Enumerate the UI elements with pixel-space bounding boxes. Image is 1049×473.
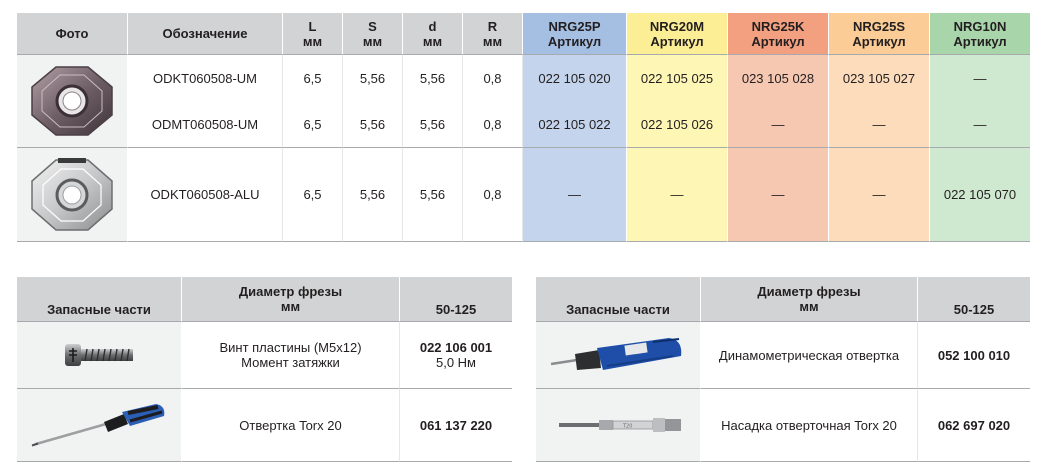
table-row (17, 101, 1030, 147)
spare-code-cell (400, 321, 512, 388)
header-diameter: Диаметр фрезы мм (182, 277, 400, 321)
table-row (17, 321, 512, 388)
insert-photo-alu (17, 147, 128, 242)
S-cell: 5,56 (343, 54, 403, 101)
R-cell: 0,8 (463, 101, 523, 147)
code-m: 022 105 026 (627, 101, 728, 147)
header-spare-parts: Запасные части (17, 277, 182, 321)
table-header-row (536, 277, 1030, 321)
spare-description: Динамометрическая отвертка (701, 321, 918, 388)
code-n: 022 105 070 (930, 147, 1030, 242)
header-grade-s: NRG25S Артикул (829, 13, 930, 54)
torque-screwdriver-icon (543, 330, 693, 380)
code-m: 022 105 025 (627, 54, 728, 101)
octagon-insert-alu-icon (26, 154, 118, 236)
table-row (17, 388, 512, 462)
R-cell: 0,8 (463, 147, 523, 242)
header-photo: Фото (17, 13, 128, 54)
insert-photo-um (17, 54, 128, 147)
header-range: 50-125 (918, 277, 1030, 321)
S-cell: 5,56 (343, 101, 403, 147)
spare-image-cell (536, 321, 701, 388)
code-s: — (829, 101, 930, 147)
header-S: S мм (343, 13, 403, 54)
R-cell: 0,8 (463, 54, 523, 101)
code-s: 023 105 027 (829, 54, 930, 101)
spare-image-cell (17, 321, 182, 388)
header-designation: Обозначение (128, 13, 283, 54)
octagon-insert-icon (26, 61, 118, 141)
code-m: — (627, 147, 728, 242)
header-grade-p: NRG25P Артикул (523, 13, 627, 54)
spare-description: Винт пластины (M5x12) Момент затяжки (182, 321, 400, 388)
header-range: 50-125 (400, 277, 512, 321)
d-cell: 5,56 (403, 54, 463, 101)
designation-cell: ODKT060508-ALU (128, 147, 283, 242)
header-R: R мм (463, 13, 523, 54)
L-cell: 6,5 (283, 54, 343, 101)
code-n: — (930, 101, 1030, 147)
S-cell: 5,56 (343, 147, 403, 242)
code-k: 023 105 028 (728, 54, 829, 101)
code-k: — (728, 101, 829, 147)
table-row (17, 54, 1030, 101)
screw-icon (59, 340, 139, 370)
spare-image-cell (536, 388, 701, 462)
svg-text:T20: T20 (623, 423, 633, 430)
header-d: d мм (403, 13, 463, 54)
table-row (536, 388, 1030, 462)
spare-code: 062 697 020 (918, 388, 1030, 462)
code-n: — (930, 54, 1030, 101)
header-grade-n: NRG10N Артикул (930, 13, 1030, 54)
spare-parts-table-right (536, 277, 1030, 462)
code-s: — (829, 147, 930, 242)
d-cell: 5,56 (403, 101, 463, 147)
header-spare-parts: Запасные части (536, 277, 701, 321)
torque-value: 5,0 Нм (435, 355, 476, 370)
code-k: — (728, 147, 829, 242)
table-row (536, 321, 1030, 388)
table-row (17, 147, 1030, 242)
code-p: 022 105 020 (523, 54, 627, 101)
header-grade-m: NRG20M Артикул (627, 13, 728, 54)
header-diameter: Диаметр фрезы мм (701, 277, 918, 321)
code-p: 022 105 022 (523, 101, 627, 147)
spare-parts-table-left (17, 277, 512, 462)
torx-bit-icon (543, 410, 693, 440)
spare-description: Отвертка Torx 20 (182, 388, 400, 462)
code-p: — (523, 147, 627, 242)
spare-image-cell (17, 388, 182, 462)
designation-cell: ODMT060508-UM (128, 101, 283, 147)
designation-cell: ODKT060508-UM (128, 54, 283, 101)
L-cell: 6,5 (283, 147, 343, 242)
spare-code: 022 106 001 (419, 340, 493, 355)
screwdriver-icon (24, 400, 174, 450)
header-L: L мм (283, 13, 343, 54)
d-cell: 5,56 (403, 147, 463, 242)
spare-description: Насадка отверточная Torx 20 (701, 388, 918, 462)
spare-code: 052 100 010 (918, 321, 1030, 388)
L-cell: 6,5 (283, 101, 343, 147)
spare-code: 061 137 220 (400, 388, 512, 462)
table-header-row (17, 13, 1030, 54)
table-header-row (17, 277, 512, 321)
header-grade-k: NRG25K Артикул (728, 13, 829, 54)
inserts-table (17, 13, 1030, 242)
